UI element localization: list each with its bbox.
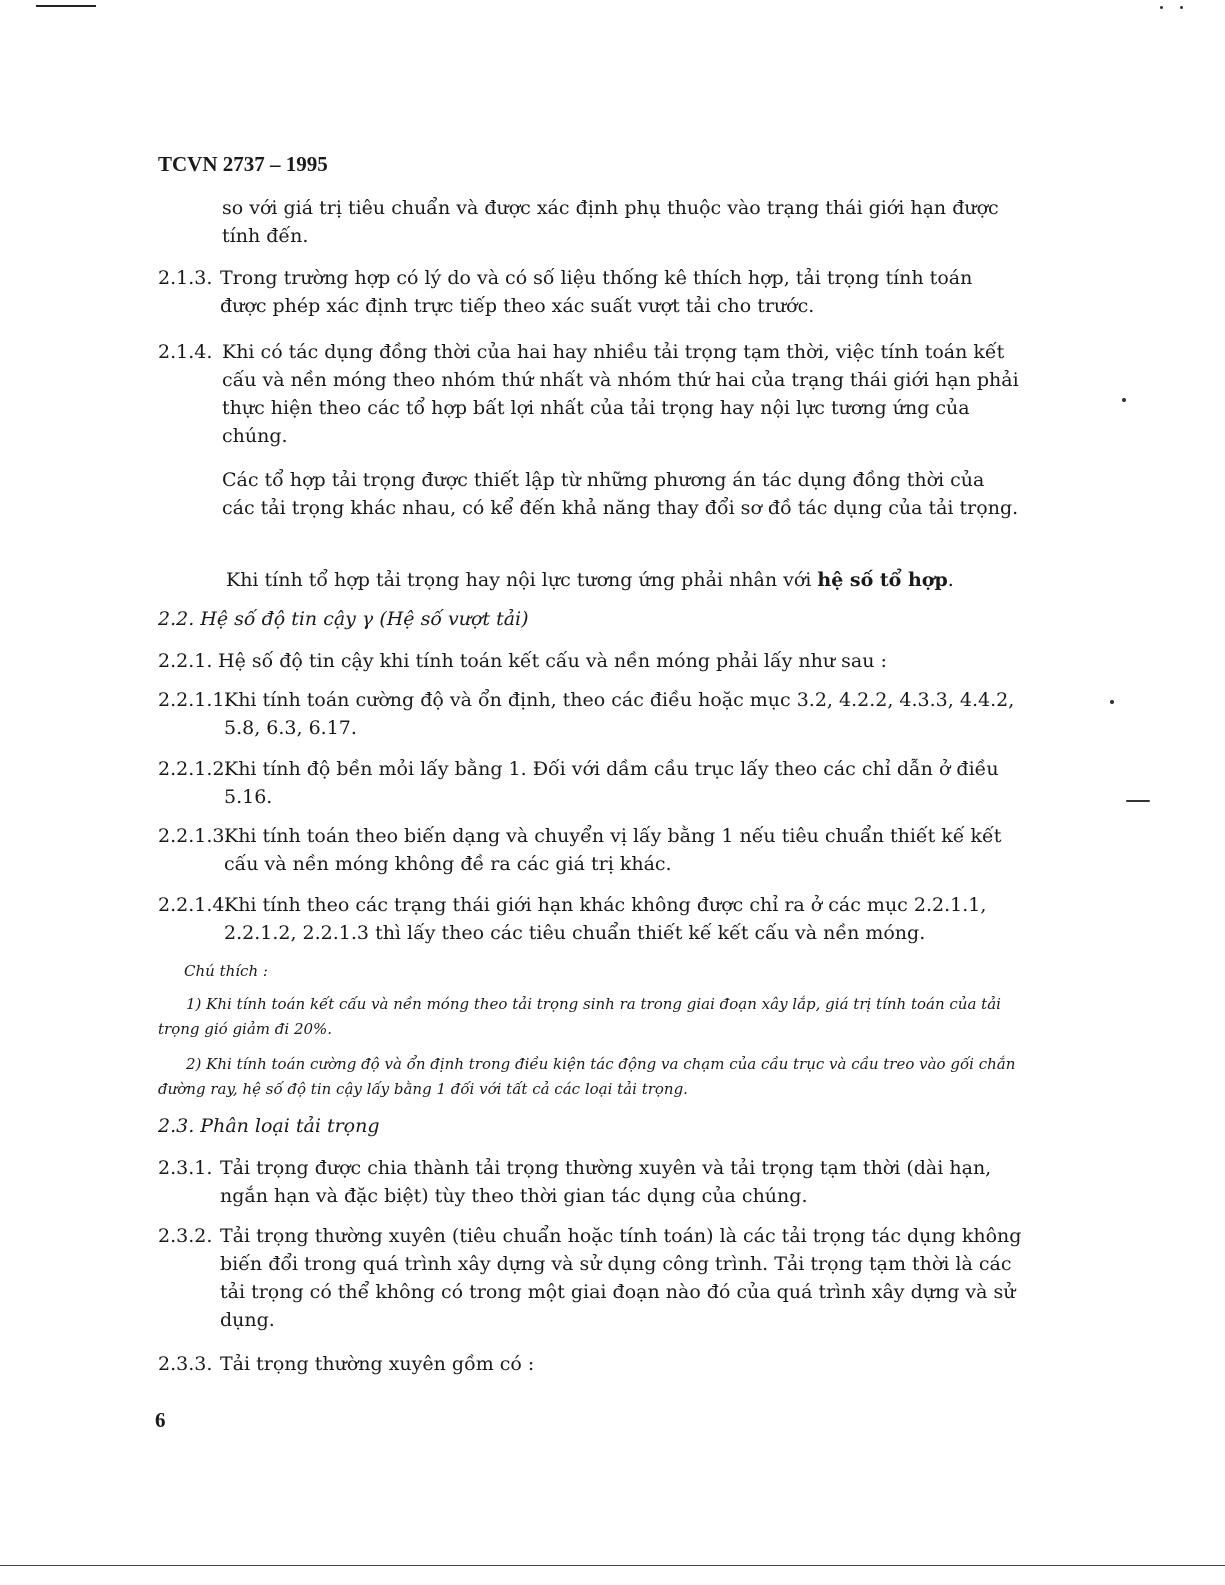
- punctuation: .: [947, 569, 954, 591]
- clause-text: Trong trường hợp có lý do và có số liệu thống kê thích hợp, tải trọng tính toán được phép xác định trực tiếp theo xác suất vượt tải cho trước.: [220, 267, 973, 317]
- section-heading-2-2: 2.2. Hệ số độ tin cậy γ (Hệ số vượt tải): [158, 608, 529, 630]
- clause-2-1-3: [158, 264, 1022, 320]
- scan-speck: [1110, 700, 1114, 704]
- paragraph-text: so với giá trị tiêu chuẩn và được xác định phụ thuộc vào trạng thái giới hạn được tính đến.: [222, 197, 999, 247]
- clause-number: 2.2.1.2.: [158, 758, 231, 780]
- clause-text: Hệ số độ tin cậy khi tính toán kết cấu và nền móng phải lấy như sau :: [218, 650, 887, 672]
- page-header: TCVN 2737 – 1995: [158, 152, 328, 176]
- paragraph-continuation: [222, 194, 1022, 250]
- clause-2-2-1-3: [158, 822, 1022, 878]
- clause-number: 2.2.1.3.: [158, 825, 231, 847]
- clause-text: Tải trọng thường xuyên gồm có :: [220, 1353, 535, 1375]
- clause-2-2-1-1: [158, 686, 1022, 742]
- paragraph-text: Khi tính tổ hợp tải trọng hay nội lực tương ứng phải nhân với: [226, 569, 818, 591]
- clause-2-2-1: [158, 647, 1022, 675]
- clause-number: 2.2.1.: [158, 650, 213, 672]
- clause-number: 2.1.3.: [158, 267, 213, 289]
- clause-2-2-1-2: [158, 755, 1022, 811]
- clause-text: Tải trọng thường xuyên (tiêu chuẩn hoặc tính toán) là các tải trọng tác dụng không biến đổi trong quá trình xây dựng và sử dụng công trình. Tải trọng tạm thời là các tải trọng có thể không có trong một giai đoạn nào đó của quá trình xây dựng và sử dụng.: [220, 1225, 1022, 1331]
- scan-speck: [1160, 6, 1163, 9]
- scan-speck: [1122, 398, 1126, 402]
- section-heading-2-3: 2.3. Phân loại tải trọng: [158, 1115, 380, 1137]
- page-number: 6: [155, 1408, 166, 1432]
- scan-speck: [1180, 6, 1183, 9]
- scan-speck: [1126, 800, 1150, 802]
- top-rule: [36, 5, 96, 7]
- clause-text: Khi tính toán cường độ và ổn định, theo các điều hoặc mục 3.2, 4.2.2, 4.3.3, 4.4.2, 5.8, 6.3, 6.17.: [224, 689, 1015, 739]
- clause-2-1-4: [158, 338, 1022, 450]
- clause-2-3-3: [158, 1350, 1022, 1378]
- clause-text: Tải trọng được chia thành tải trọng thường xuyên và tải trọng tạm thời (dài hạn, ngắn hạn và đặc biệt) tùy theo thời gian tác dụng của chúng.: [220, 1157, 992, 1207]
- paragraph-text: Các tổ hợp tải trọng được thiết lập từ những phương án tác dụng đồng thời của các tải trọng khác nhau, có kể đến khả năng thay đổi sơ đồ tác dụng của tải trọng.: [222, 469, 1019, 519]
- clause-text: Khi tính theo các trạng thái giới hạn khác không được chỉ ra ở các mục 2.2.1.1, 2.2.1.2, 2.2.1.3 thì lấy theo các tiêu chuẩn thiết kế kết cấu và nền móng.: [224, 894, 987, 944]
- clause-2-3-2: [158, 1222, 1022, 1334]
- note-title: Chú thích :: [184, 962, 268, 980]
- clause-text: Khi tính độ bền mỏi lấy bằng 1. Đối với dầm cầu trục lấy theo các chỉ dẫn ở điều 5.16.: [224, 758, 999, 808]
- note-2: 2) Khi tính toán cường độ và ổn định trong điều kiện tác động va chạm của cầu trục và cầu treo vào gối chắn đường ray, hệ số độ tin cậy lấy bằng 1 đối với tất cả các loại tải trọng.: [158, 1055, 1016, 1098]
- clause-text: Khi tính toán theo biến dạng và chuyển vị lấy bằng 1 nếu tiêu chuẩn thiết kế kết cấu và nền móng không đề ra các giá trị khác.: [224, 825, 1002, 875]
- clause-2-3-1: [158, 1154, 1022, 1210]
- clause-number: 2.2.1.4.: [158, 894, 231, 916]
- clause-2-2-1-4: [158, 891, 1022, 947]
- paragraph-combinations: [222, 466, 1022, 522]
- clause-number: 2.3.1.: [158, 1157, 213, 1179]
- paragraph-combination-factor: [226, 566, 1026, 594]
- clause-number: 2.2.1.1.: [158, 689, 231, 711]
- clause-text: Khi có tác dụng đồng thời của hai hay nhiều tải trọng tạm thời, việc tính toán kết cấu và nền móng theo nhóm thứ nhất và nhóm thứ hai của trạng thái giới hạn phải thực hiện theo các tổ hợp bất lợi nhất của tải trọng hay nội lực tương ứng của chúng.: [222, 341, 1019, 447]
- note-1: 1) Khi tính toán kết cấu và nền móng theo tải trọng sinh ra trong giai đoạn xây lắp, giá trị tính toán của tải trọng gió giảm đi 20%.: [158, 995, 1001, 1038]
- clause-number: 2.3.2.: [158, 1225, 213, 1247]
- bottom-rule: [0, 1565, 1225, 1566]
- clause-number: 2.1.4.: [158, 341, 213, 363]
- clause-number: 2.3.3.: [158, 1353, 213, 1375]
- bold-term: hệ số tổ hợp: [817, 569, 948, 591]
